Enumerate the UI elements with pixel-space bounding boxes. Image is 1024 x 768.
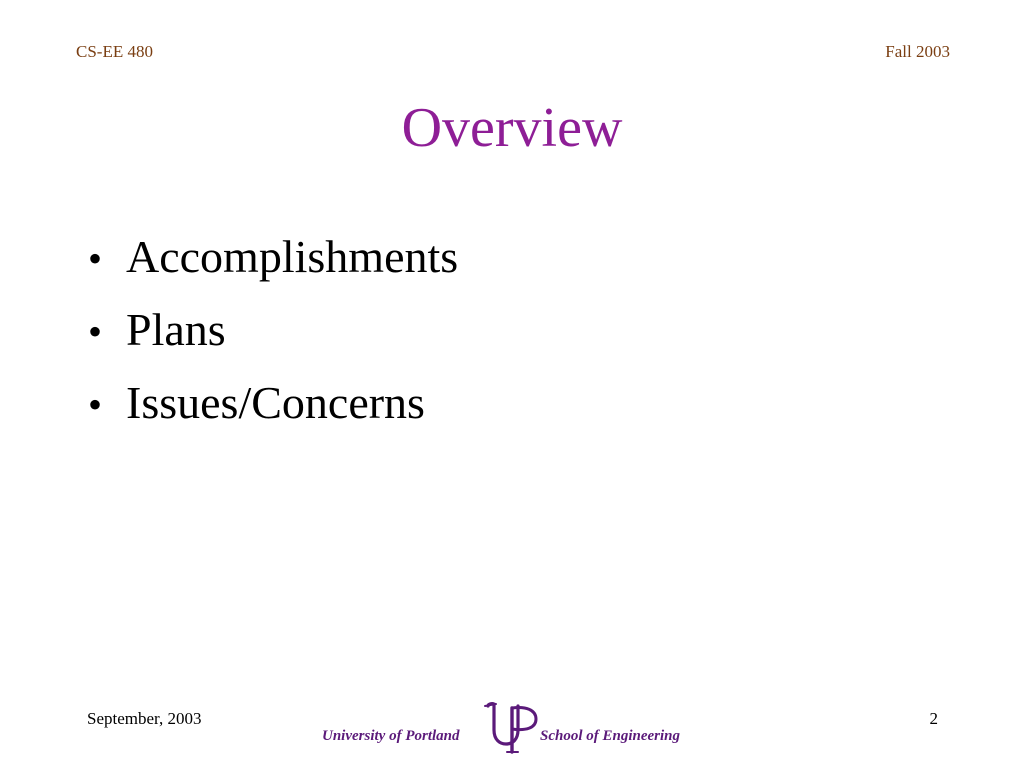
page-number: 2 xyxy=(929,709,938,728)
bullet-list xyxy=(88,231,459,453)
up-monogram-icon xyxy=(482,700,540,754)
bullet-text: Accomplishments xyxy=(126,231,459,282)
bullet-item xyxy=(88,231,459,282)
bullet-icon: • xyxy=(88,309,103,354)
university-logo xyxy=(322,700,692,754)
bullet-text: Plans xyxy=(126,304,226,355)
course-label: CS-EE 480 xyxy=(76,42,153,61)
term-label: Fall 2003 xyxy=(885,42,950,61)
bullet-icon: • xyxy=(88,236,103,281)
bullet-item xyxy=(88,304,458,355)
logo-university-text: University of Portland xyxy=(322,728,460,744)
bullet-text: Issues/Concerns xyxy=(126,377,425,428)
bullet-icon: • xyxy=(88,382,103,427)
slide-title: Overview xyxy=(401,97,623,159)
bullet-item xyxy=(88,377,458,428)
footer-date: September, 2003 xyxy=(87,709,202,728)
logo-school-text: School of Engineering xyxy=(540,728,681,744)
